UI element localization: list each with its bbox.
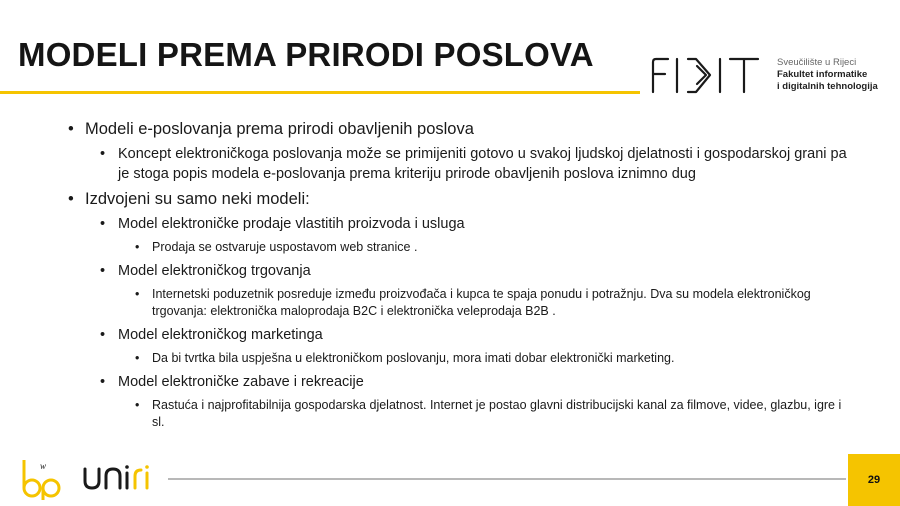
bullet-item: • Internetski poduzetnik posreduje između proizvođača i kupca te spaja ponudu i potražnju. Dva su modela elektroničkog trgovanja: elektronička maloprodaja B2C i elektronička veleprodaja B2B . (135, 287, 811, 318)
page-number-badge (848, 454, 900, 506)
bullet-item: • Model elektroničkog marketinga (100, 327, 323, 343)
bullet-item: • Model elektroničke prodaje vlastitih proizvoda i usluga (100, 216, 465, 232)
bullet-item: • Modeli e-poslovanja prema prirodi obavljenih poslova (68, 120, 474, 138)
bp-logo (20, 458, 64, 505)
university-name: Sveučilište u Rijeci (777, 57, 857, 68)
bullet-item: • Izdvojeni su samo neki modeli: (68, 190, 310, 208)
footer-divider (168, 478, 846, 480)
bullet-item: • Da bi tvrtka bila uspješna u elektroničkom poslovanju, mora imati dobar elektronički marketing. (135, 351, 675, 365)
faculty-name (777, 57, 900, 93)
bullet-item: • Model elektroničke zabave i rekreacije (100, 374, 364, 390)
bullet-list (68, 119, 848, 436)
title-underline (0, 91, 640, 94)
faculty-name-line2: i digitalnih tehnologija (777, 81, 878, 92)
slide-title: MODELI PREMA PRIRODI POSLOVA (18, 36, 594, 73)
uniri-logo (82, 464, 150, 497)
page-number: 29 (867, 474, 881, 486)
svg-text:w: w (40, 461, 47, 471)
bullet-item: • Rastuća i najprofitabilnija gospodarska djelatnost. Internet je postao glavni distribucijski kanal za filmove, videe, glazbu, igre i sl. (135, 398, 842, 429)
bullet-item: • Model elektroničkog trgovanja (100, 263, 311, 279)
fidit-logo (650, 56, 764, 99)
bullet-item: • Prodaja se ostvaruje uspostavom web stranice . (135, 240, 418, 254)
bullet-item: • Koncept elektroničkoga poslovanja može se primijeniti gotovo u svakoj ljudskoj djelatnosti i gospodarskoj grani pa je stoga popis modela e-poslovanja prema kriteriju prirode obavljenih poslova iznimno dug (100, 146, 847, 182)
faculty-name-line1: Fakultet informatike (777, 69, 868, 80)
